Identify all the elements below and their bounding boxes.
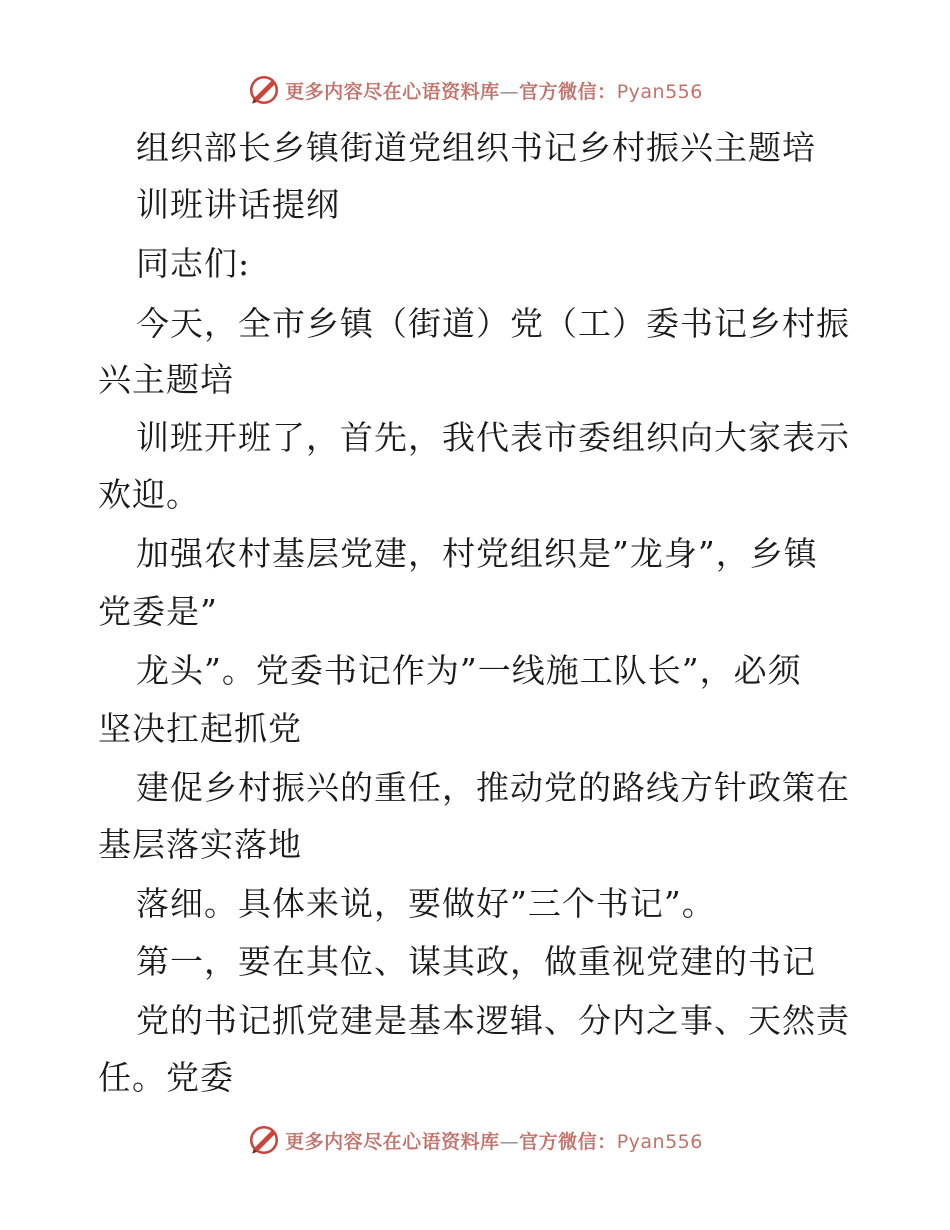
paragraph-line: 基层落实落地 (98, 825, 302, 864)
pen-logo-icon (247, 1123, 281, 1157)
watermark-wechat-id: Pyan556 (616, 1130, 703, 1153)
watermark-site: 更多内容尽在心语资料库 (285, 80, 500, 103)
watermark-official: 官方微信： (519, 1130, 617, 1153)
paragraph-line: 建促乡村振兴的重任，推动党的路线方针政策在 (136, 768, 850, 807)
watermark-official: 官方微信： (519, 80, 617, 103)
watermark-separator: — (499, 1130, 520, 1153)
paragraph-line: 兴主题培 (98, 360, 234, 399)
watermark-text (285, 1127, 703, 1154)
salutation: 同志们: (136, 244, 251, 283)
paragraph-line: 任。党委 (98, 1058, 234, 1097)
watermark-site: 更多内容尽在心语资料库 (285, 1130, 500, 1153)
paragraph-line: 党委是” (98, 592, 218, 631)
pen-logo-icon (247, 73, 281, 107)
watermark-separator: — (499, 80, 520, 103)
paragraph-line: 坚决扛起抓党 (98, 709, 302, 748)
footer-watermark (0, 1120, 950, 1160)
paragraph-line: 落细。具体来说，要做好”三个书记”。 (136, 884, 716, 923)
paragraph-line: 党的书记抓党建是基本逻辑、分内之事、天然责 (136, 1001, 850, 1040)
paragraph-line: 训班开班了，首先，我代表市委组织向大家表示 (136, 418, 850, 457)
paragraph-line: 欢迎。 (98, 475, 200, 514)
document-title-line-1: 组织部长乡镇街道党组织书记乡村振兴主题培 (136, 128, 816, 167)
paragraph-line: 加强农村基层党建，村党组织是”龙身”，乡镇 (136, 534, 818, 573)
paragraph-line: 今天，全市乡镇（街道）党（工）委书记乡村振 (136, 304, 850, 343)
watermark-text (285, 77, 703, 104)
header-watermark (0, 70, 950, 110)
paragraph-line: 龙头”。党委书记作为”一线施工队长”，必须 (136, 651, 802, 690)
section-heading: 第一，要在其位、谋其政，做重视党建的书记 (136, 942, 816, 981)
watermark-wechat-id: Pyan556 (616, 80, 703, 103)
document-title-line-2: 训班讲话提纲 (136, 185, 340, 224)
